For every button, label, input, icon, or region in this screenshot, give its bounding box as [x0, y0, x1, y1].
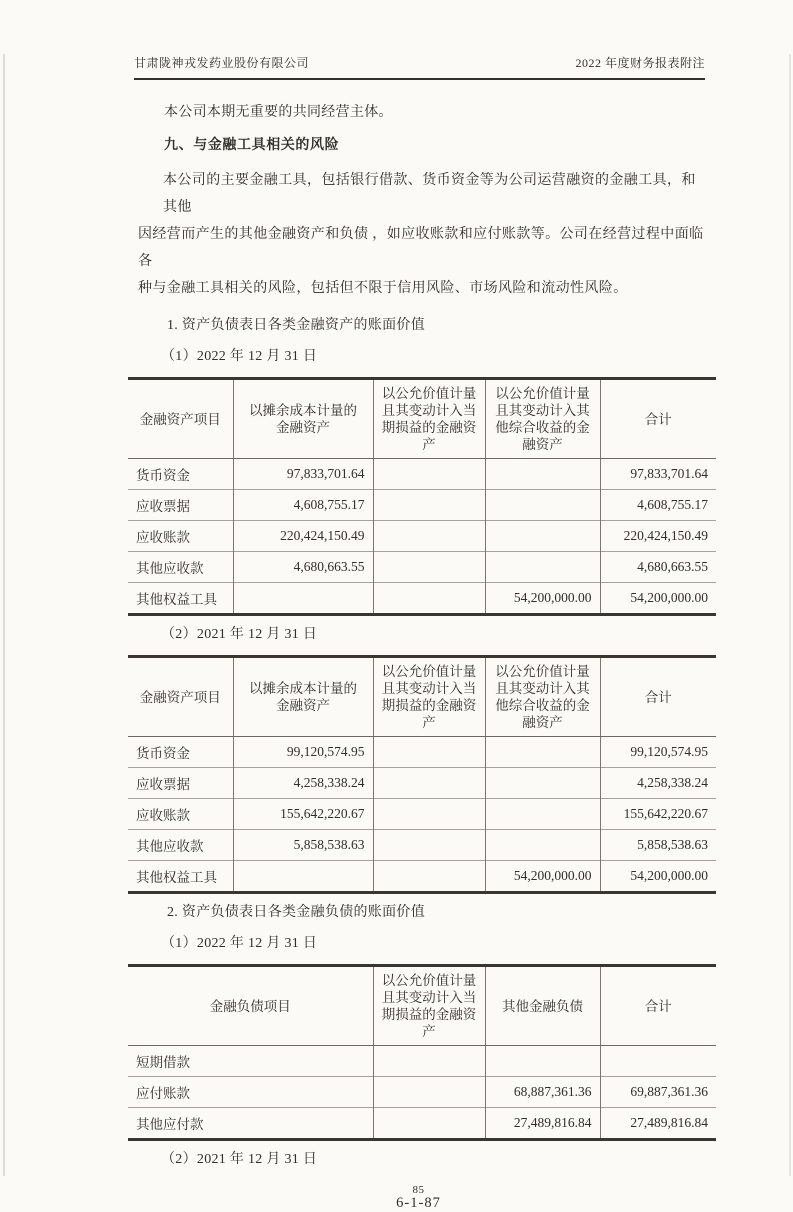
value-cell: [485, 1046, 600, 1077]
value-cell: 5,858,538.63: [600, 830, 716, 861]
value-cell: [233, 861, 373, 893]
row-label-cell: 应收账款: [128, 521, 233, 552]
financial-assets-2022-table: [128, 377, 716, 616]
value-cell: [373, 737, 485, 768]
column-header: 金融资产项目: [128, 657, 233, 737]
column-header: 以摊余成本计量的金融资产: [233, 379, 373, 459]
value-cell: [485, 737, 600, 768]
column-header: 以公允价值计量且其变动计入其他综合收益的金融资产: [485, 657, 600, 737]
value-cell: 4,258,338.24: [600, 768, 716, 799]
table-row: [128, 830, 716, 861]
value-cell: 54,200,000.00: [600, 583, 716, 615]
value-cell: 97,833,701.64: [600, 459, 716, 490]
section-nine-heading: 九、与金融工具相关的风险: [164, 138, 340, 153]
value-cell: [485, 552, 600, 583]
column-header: 以公允价值计量且其变动计入当期损益的金融资产: [373, 657, 485, 737]
paragraph-line: 本公司的主要金融工具，包括银行借款、货币资金等为公司运营融资的金融工具，和其他: [163, 173, 696, 215]
column-header: 金融资产项目: [128, 379, 233, 459]
page-header: [134, 54, 705, 80]
report-title: 2022 年度财务报表附注: [575, 56, 705, 70]
assets-date-2021: （2）2021 年 12 月 31 日: [161, 627, 318, 642]
value-cell: [373, 552, 485, 583]
table-header-row: [128, 379, 716, 459]
scan-edge-artifact-right: [789, 54, 791, 1176]
column-header: 以公允价值计量且其变动计入当期损益的金融资产: [373, 379, 485, 459]
value-cell: 99,120,574.95: [600, 737, 716, 768]
assets-section-title: 1. 资产负债表日各类金融资产的账面价值: [167, 318, 425, 333]
table-row: [128, 768, 716, 799]
value-cell: 4,608,755.17: [233, 490, 373, 521]
value-cell: 4,608,755.17: [600, 490, 716, 521]
value-cell: [485, 830, 600, 861]
value-cell: 69,887,361.36: [600, 1077, 716, 1108]
liabilities-section-title: 2. 资产负债表日各类金融负债的账面价值: [167, 905, 425, 920]
page-number: 85: [412, 1184, 425, 1196]
value-cell: 27,489,816.84: [485, 1108, 600, 1140]
paragraph-line: 种与金融工具相关的风险，包括但不限于信用风险、市场风险和流动性风险。: [138, 281, 628, 296]
value-cell: 68,887,361.36: [485, 1077, 600, 1108]
value-cell: [233, 583, 373, 615]
table-row: [128, 1077, 716, 1108]
table-row: [128, 799, 716, 830]
column-header: 以摊余成本计量的金融资产: [233, 657, 373, 737]
table-row: [128, 459, 716, 490]
value-cell: [373, 521, 485, 552]
table-header-row: [128, 966, 716, 1046]
value-cell: 99,120,574.95: [233, 737, 373, 768]
table-row: [128, 552, 716, 583]
column-header: 合计: [600, 966, 716, 1046]
row-label-cell: 应收票据: [128, 768, 233, 799]
column-header: 其他金融负债: [485, 966, 600, 1046]
no-joint-venture-statement: 本公司本期无重要的共同经营主体。: [164, 105, 393, 120]
value-cell: 54,200,000.00: [485, 583, 600, 615]
value-cell: [373, 861, 485, 893]
row-label-cell: 短期借款: [136, 1055, 190, 1070]
table-row: [128, 1108, 716, 1140]
value-cell: [373, 490, 485, 521]
value-cell: [485, 459, 600, 490]
value-cell: [373, 1077, 485, 1108]
row-label-cell: 货币资金: [136, 468, 190, 483]
page-code: 6-1-87: [396, 1195, 441, 1212]
value-cell: [373, 830, 485, 861]
table-row: [128, 861, 716, 893]
value-cell: 220,424,150.49: [600, 521, 716, 552]
company-name: 甘肃陇神戎发药业股份有限公司: [134, 56, 310, 70]
paragraph-line: 因经营而产生的其他金融资产和负债 ，如应收账款和应付账款等。公司在经营过程中面临各: [138, 227, 704, 269]
column-header: 合计: [600, 379, 716, 459]
value-cell: [485, 799, 600, 830]
row-label-cell: 货币资金: [136, 746, 190, 761]
value-cell: 220,424,150.49: [233, 521, 373, 552]
value-cell: [485, 490, 600, 521]
liabilities-date-2021: （2）2021 年 12 月 31 日: [161, 1152, 318, 1167]
value-cell: [373, 768, 485, 799]
table-row: [128, 490, 716, 521]
table-row: [128, 1046, 716, 1077]
liabilities-date-2022: （1）2022 年 12 月 31 日: [161, 936, 318, 951]
value-cell: [600, 1046, 716, 1077]
value-cell: 4,680,663.55: [600, 552, 716, 583]
page-footer: [0, 1184, 793, 1212]
row-label-cell: 其他应收款: [128, 552, 233, 583]
row-label-cell: 应付账款: [128, 1077, 373, 1108]
financial-assets-2021-table: [128, 655, 716, 894]
row-label-cell: 其他应付款: [128, 1108, 373, 1140]
value-cell: [373, 1108, 485, 1140]
value-cell: [373, 799, 485, 830]
column-header: 合计: [600, 657, 716, 737]
value-cell: 97,833,701.64: [233, 459, 373, 490]
value-cell: 54,200,000.00: [600, 861, 716, 893]
assets-date-2022: （1）2022 年 12 月 31 日: [161, 349, 318, 364]
value-cell: [485, 768, 600, 799]
value-cell: 54,200,000.00: [485, 861, 600, 893]
scan-edge-artifact-left: [3, 54, 5, 1176]
table-row: [128, 583, 716, 615]
row-label-cell: 其他权益工具: [128, 861, 233, 893]
value-cell: 5,858,538.63: [233, 830, 373, 861]
value-cell: [373, 459, 485, 490]
value-cell: 4,680,663.55: [233, 552, 373, 583]
row-label-cell: 应收账款: [128, 799, 233, 830]
row-label-cell: 应收票据: [128, 490, 233, 521]
column-header: 金融负债项目: [128, 966, 373, 1046]
row-label-cell: 其他应收款: [128, 830, 233, 861]
row-label-cell: 其他权益工具: [128, 583, 233, 615]
column-header: 以公允价值计量且其变动计入当期损益的金融资产: [373, 966, 485, 1046]
page-number-block: [396, 1184, 441, 1212]
table-header-row: [128, 657, 716, 737]
risk-intro-paragraph: [138, 167, 707, 302]
column-header: 以公允价值计量且其变动计入其他综合收益的金融资产: [485, 379, 600, 459]
value-cell: 155,642,220.67: [233, 799, 373, 830]
value-cell: [485, 521, 600, 552]
value-cell: 4,258,338.24: [233, 768, 373, 799]
table-row: [128, 521, 716, 552]
value-cell: [373, 583, 485, 615]
financial-liabilities-2022-table: [128, 964, 716, 1141]
table-row: [128, 737, 716, 768]
value-cell: 27,489,816.84: [600, 1108, 716, 1140]
value-cell: 155,642,220.67: [600, 799, 716, 830]
value-cell: [373, 1046, 485, 1077]
